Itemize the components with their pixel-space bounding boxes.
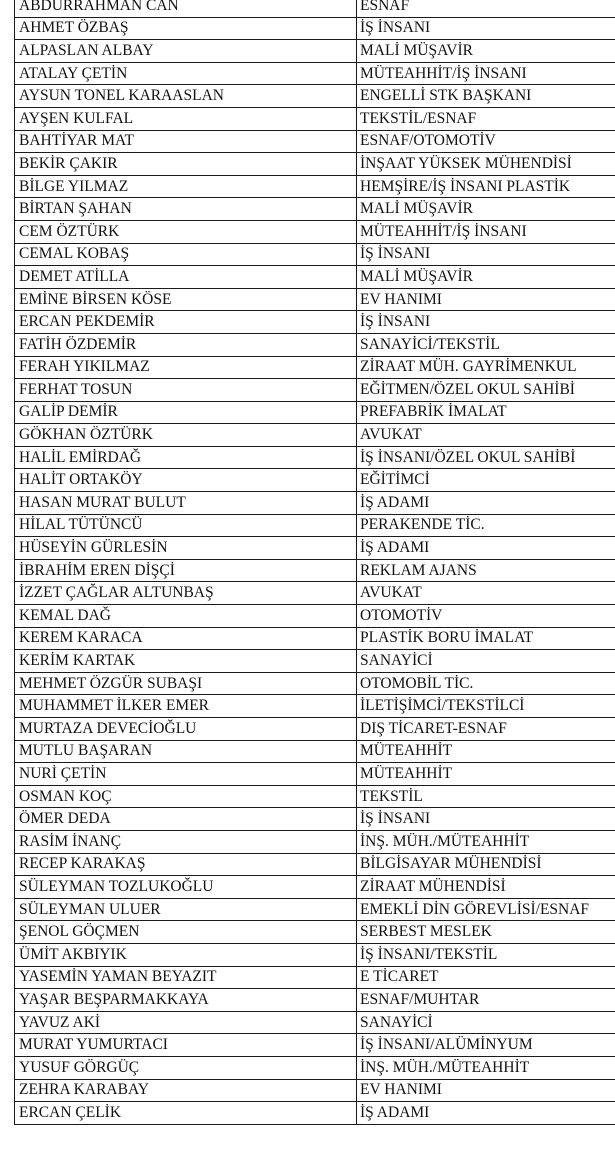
- occupation-cell: REKLAM AJANS: [357, 559, 615, 582]
- name-cell: HÜSEYİN GÜRLESİN: [15, 537, 357, 560]
- table-row: [15, 830, 615, 853]
- name-cell: AHMET ÖZBAŞ: [15, 17, 357, 40]
- name-cell: SÜLEYMAN TOZLUKOĞLU: [15, 876, 357, 899]
- table-row: [15, 1034, 615, 1057]
- name-cell: NURİ ÇETİN: [15, 763, 357, 786]
- occupation-cell: ENGELLİ STK BAŞKANI: [357, 85, 615, 108]
- name-cell: YAŞAR BEŞPARMAKKAYA: [15, 989, 357, 1012]
- table-row: [15, 785, 615, 808]
- table-row: [15, 311, 615, 334]
- table-row: [15, 695, 615, 718]
- occupation-cell: İŞ ADAMI: [357, 1102, 615, 1125]
- occupation-cell: PERAKENDE TİC.: [357, 514, 615, 537]
- occupation-cell: İŞ ADAMI: [357, 537, 615, 560]
- name-cell: KERİM KARTAK: [15, 650, 357, 673]
- occupation-cell: MÜTEAHHİT/İŞ İNSANI: [357, 220, 615, 243]
- table-row: [15, 763, 615, 786]
- name-cell: ALPASLAN ALBAY: [15, 40, 357, 63]
- table-row: [15, 876, 615, 899]
- occupation-cell: İŞ İNSANI: [357, 311, 615, 334]
- name-cell: MURTAZA DEVECİOĞLU: [15, 718, 357, 741]
- occupation-cell: EMEKLİ DİN GÖREVLİSİ/ESNAF: [357, 898, 615, 921]
- name-occupation-table: [14, 0, 615, 1125]
- name-cell: SÜLEYMAN ULUER: [15, 898, 357, 921]
- occupation-cell: ZİRAAT MÜHENDİSİ: [357, 876, 615, 899]
- table-row: [15, 243, 615, 266]
- occupation-cell: MÜTEAHHİT: [357, 740, 615, 763]
- occupation-cell: BİLGİSAYAR MÜHENDİSİ: [357, 853, 615, 876]
- occupation-cell: İLETİŞİMCİ/TEKSTİLCİ: [357, 695, 615, 718]
- table-row: [15, 853, 615, 876]
- table-row: [15, 898, 615, 921]
- table-row: [15, 107, 615, 130]
- table-row: [15, 808, 615, 831]
- occupation-cell: AVUKAT: [357, 424, 615, 447]
- table-row: [15, 40, 615, 63]
- table-row: [15, 672, 615, 695]
- name-cell: CEM ÖZTÜRK: [15, 220, 357, 243]
- name-cell: HİLAL TÜTÜNCÜ: [15, 514, 357, 537]
- table-row: [15, 740, 615, 763]
- occupation-cell: İŞ İNSANI: [357, 808, 615, 831]
- table-row: [15, 333, 615, 356]
- occupation-cell: OTOMOTİV: [357, 605, 615, 628]
- occupation-cell: İŞ İNSANI: [357, 17, 615, 40]
- name-cell: KEREM KARACA: [15, 627, 357, 650]
- table-row: [15, 650, 615, 673]
- table-row: [15, 153, 615, 176]
- occupation-cell: AVUKAT: [357, 582, 615, 605]
- name-cell: CEMAL KOBAŞ: [15, 243, 357, 266]
- table-row: [15, 559, 615, 582]
- name-cell: MUHAMMET İLKER EMER: [15, 695, 357, 718]
- name-cell: FATİH ÖZDEMİR: [15, 333, 357, 356]
- name-cell: ÜMİT AKBIYIK: [15, 943, 357, 966]
- name-cell: ZEHRA KARABAY: [15, 1079, 357, 1102]
- name-cell: MURAT YUMURTACI: [15, 1034, 357, 1057]
- occupation-cell: MALİ MÜŞAVİR: [357, 266, 615, 289]
- occupation-cell: HEMŞİRE/İŞ İNSANI PLASTİK: [357, 175, 615, 198]
- table-row: [15, 627, 615, 650]
- table-row: [15, 401, 615, 424]
- table-row: [15, 175, 615, 198]
- table-row: [15, 492, 615, 515]
- occupation-cell: MÜTEAHHİT/İŞ İNSANI: [357, 62, 615, 85]
- occupation-cell: EĞİTMEN/ÖZEL OKUL SAHİBİ: [357, 379, 615, 402]
- occupation-cell: EV HANIMI: [357, 1079, 615, 1102]
- table-row: [15, 582, 615, 605]
- table-row: [15, 966, 615, 989]
- occupation-cell: TEKSTİL: [357, 785, 615, 808]
- name-cell: EMİNE BİRSEN KÖSE: [15, 288, 357, 311]
- occupation-cell: ZİRAAT MÜH. GAYRİMENKUL: [357, 356, 615, 379]
- name-cell: MEHMET ÖZGÜR SUBAŞI: [15, 672, 357, 695]
- table-body: [15, 0, 615, 1124]
- table-row: [15, 424, 615, 447]
- table-row: [15, 537, 615, 560]
- name-cell: YASEMİN YAMAN BEYAZIT: [15, 966, 357, 989]
- name-cell: ERCAN PEKDEMİR: [15, 311, 357, 334]
- table-row: [15, 943, 615, 966]
- occupation-cell: İNŞAAT YÜKSEK MÜHENDİSİ: [357, 153, 615, 176]
- table-row: [15, 288, 615, 311]
- name-cell: GÖKHAN ÖZTÜRK: [15, 424, 357, 447]
- name-cell: BİLGE YILMAZ: [15, 175, 357, 198]
- occupation-cell: PLASTİK BORU İMALAT: [357, 627, 615, 650]
- name-cell: AYŞEN KULFAL: [15, 107, 357, 130]
- occupation-cell: MALİ MÜŞAVİR: [357, 198, 615, 221]
- name-cell: YAVUZ AKİ: [15, 1011, 357, 1034]
- name-cell: BAHTİYAR MAT: [15, 130, 357, 153]
- table-row: [15, 356, 615, 379]
- occupation-cell: MÜTEAHHİT: [357, 763, 615, 786]
- occupation-cell: MALİ MÜŞAVİR: [357, 40, 615, 63]
- table-row: [15, 446, 615, 469]
- table-row: [15, 62, 615, 85]
- name-cell: YUSUF GÖRGÜÇ: [15, 1056, 357, 1079]
- name-cell: BEKİR ÇAKIR: [15, 153, 357, 176]
- occupation-cell: DIŞ TİCARET-ESNAF: [357, 718, 615, 741]
- occupation-cell: SANAYİCİ: [357, 1011, 615, 1034]
- occupation-cell: ESNAF: [357, 0, 615, 17]
- occupation-cell: EV HANIMI: [357, 288, 615, 311]
- table-row: [15, 514, 615, 537]
- occupation-cell: İNŞ. MÜH./MÜTEAHHİT: [357, 830, 615, 853]
- name-cell: RASİM İNANÇ: [15, 830, 357, 853]
- table-row: [15, 0, 615, 17]
- name-cell: ŞENOL GÖÇMEN: [15, 921, 357, 944]
- table-row: [15, 1079, 615, 1102]
- table-row: [15, 85, 615, 108]
- name-cell: GALİP DEMİR: [15, 401, 357, 424]
- name-cell: İBRAHİM EREN DİŞÇİ: [15, 559, 357, 582]
- table-row: [15, 198, 615, 221]
- table-row: [15, 605, 615, 628]
- name-cell: OSMAN KOÇ: [15, 785, 357, 808]
- name-cell: İZZET ÇAĞLAR ALTUNBAŞ: [15, 582, 357, 605]
- occupation-cell: ESNAF/MUHTAR: [357, 989, 615, 1012]
- name-cell: RECEP KARAKAŞ: [15, 853, 357, 876]
- table-row: [15, 379, 615, 402]
- name-cell: HASAN MURAT BULUT: [15, 492, 357, 515]
- name-cell: HALİT ORTAKÖY: [15, 469, 357, 492]
- name-cell: BİRTAN ŞAHAN: [15, 198, 357, 221]
- occupation-cell: EĞİTİMCİ: [357, 469, 615, 492]
- occupation-cell: İŞ İNSANI/ÖZEL OKUL SAHİBİ: [357, 446, 615, 469]
- occupation-cell: İŞ İNSANI: [357, 243, 615, 266]
- table-row: [15, 220, 615, 243]
- table-row: [15, 469, 615, 492]
- name-cell: DEMET ATİLLA: [15, 266, 357, 289]
- occupation-cell: PREFABRİK İMALAT: [357, 401, 615, 424]
- name-cell: ERCAN ÇELİK: [15, 1102, 357, 1125]
- name-cell: FERHAT TOSUN: [15, 379, 357, 402]
- table-row: [15, 1056, 615, 1079]
- occupation-cell: E TİCARET: [357, 966, 615, 989]
- name-cell: HALİL EMİRDAĞ: [15, 446, 357, 469]
- occupation-cell: İŞ İNSANI/ALÜMİNYUM: [357, 1034, 615, 1057]
- name-cell: MUTLU BAŞARAN: [15, 740, 357, 763]
- occupation-cell: SANAYİCİ/TEKSTİL: [357, 333, 615, 356]
- occupation-cell: İNŞ. MÜH./MÜTEAHHİT: [357, 1056, 615, 1079]
- occupation-cell: SERBEST MESLEK: [357, 921, 615, 944]
- name-cell: ATALAY ÇETİN: [15, 62, 357, 85]
- table-row: [15, 130, 615, 153]
- occupation-cell: OTOMOBİL TİC.: [357, 672, 615, 695]
- name-cell: ABDURRAHMAN CAN: [15, 0, 357, 17]
- occupation-cell: ESNAF/OTOMOTİV: [357, 130, 615, 153]
- table-row: [15, 1102, 615, 1125]
- table-row: [15, 17, 615, 40]
- name-cell: FERAH YIKILMAZ: [15, 356, 357, 379]
- name-cell: KEMAL DAĞ: [15, 605, 357, 628]
- occupation-cell: TEKSTİL/ESNAF: [357, 107, 615, 130]
- table-row: [15, 266, 615, 289]
- name-cell: ÖMER DEDA: [15, 808, 357, 831]
- occupation-cell: İŞ ADAMI: [357, 492, 615, 515]
- table-row: [15, 718, 615, 741]
- table-row: [15, 921, 615, 944]
- occupation-cell: SANAYİCİ: [357, 650, 615, 673]
- table-row: [15, 1011, 615, 1034]
- occupation-cell: İŞ İNSANI/TEKSTİL: [357, 943, 615, 966]
- table-row: [15, 989, 615, 1012]
- name-cell: AYSUN TONEL KARAASLAN: [15, 85, 357, 108]
